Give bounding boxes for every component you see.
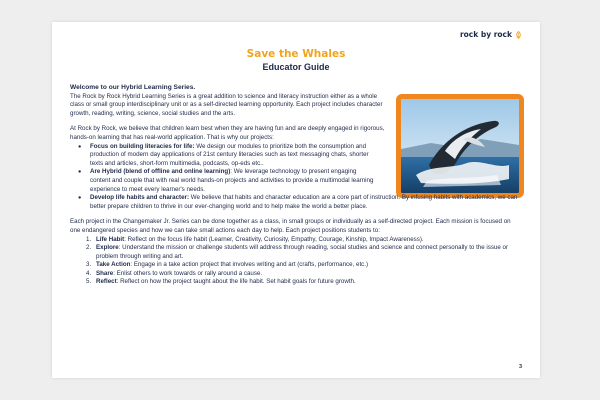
brand-name: rock by rock: [459, 30, 512, 39]
step-text: : Reflect on how the project taught about the life habit. Set habit goals for future growth.: [116, 278, 356, 286]
intro-paragraph-2: At Rock by Rock, we believe that children learn best when they are having fun and are deeply engaged in rigorous, hands-on learning that has real-world application. That is why our projects:: [70, 125, 385, 141]
step-number: 5.: [86, 278, 92, 286]
step-item: [86, 244, 512, 261]
list-item-text: : We leverage technology to present engaging content and couple that with real world hands-on projects and activities to provide a multimodal learning experience to meet every learner's needs.: [90, 168, 374, 193]
step-item: [86, 261, 512, 270]
list-item-text: We believe that habits and character education are a core part of instruction. By infusing habits with academics, we can better prepare children to thrive in our ever-changing world and to help make the world a better place.: [90, 194, 518, 210]
step-number: 3.: [86, 261, 92, 269]
welcome-heading: Welcome to our Hybrid Learning Series.: [70, 84, 196, 91]
step-item: [86, 270, 512, 279]
step-item: [86, 278, 512, 287]
steps-list: [70, 236, 520, 288]
step-title: Share: [96, 269, 114, 277]
step-title: Explore: [96, 244, 119, 252]
step-title: Take Action: [96, 261, 131, 269]
step-number: 4.: [86, 269, 92, 277]
page-title: Save the Whales: [246, 48, 346, 60]
intro-paragraph-1: The Rock by Rock Hybrid Learning Series is a great addition to science and literacy instruction either as a whole class or small group interdisciplinary unit or as a self-directed learning opportunity. Each project includes character growth, reading, writing, science, social studies and the arts.: [70, 92, 383, 117]
brand-logo: [460, 30, 522, 39]
step-text: : Enlist others to work towards or rally around a cause.: [113, 269, 263, 277]
step-title: Reflect: [96, 278, 117, 286]
step-text: : Understand the mission or challenge students will address through reading, social studies and science and connect personally to the issue or problem through writing and art.: [96, 244, 509, 260]
approach-list: [70, 143, 520, 212]
page-subtitle: Educator Guide: [262, 62, 330, 72]
list-item: [86, 143, 380, 169]
page-number: 3: [518, 364, 522, 370]
step-item: [86, 236, 512, 245]
leaf-icon: [515, 31, 522, 39]
step-text: : Engage in a take action project that involves writing and art (crafts, performance, etc.): [130, 261, 369, 269]
list-item: [86, 168, 376, 194]
step-text: : Reflect on the focus life habit (Learner, Creativity, Curiosity, Empathy, Courage, Kinship, Impact Awareness).: [124, 235, 424, 243]
step-number: 1.: [86, 235, 92, 243]
document-page: [52, 22, 540, 378]
list-item-text: We design our modules to prioritize both the consumption and production of modern day applications of 21st century literacies such as text messaging chats, shorter texts and articles, short-form multimedia, podcasts, op-eds etc..: [90, 142, 369, 167]
list-item-title: Develop life habits and character:: [90, 194, 190, 202]
step-title: Life Habit: [96, 235, 125, 243]
list-item-title: Focus on building literacies for life:: [90, 142, 195, 150]
list-item: [86, 194, 522, 211]
step-number: 2.: [86, 244, 92, 252]
list-item-title: Are Hybrid (blend of offline and online learning): [90, 168, 231, 176]
body-text: [70, 84, 520, 287]
changemaker-paragraph: Each project in the Changemaker Jr. Series can be done together as a class, in small groups or individually as a self-directed project. Each mission is focused on one endangered species and how we can take small actions each day to help. Each project positions students to:: [70, 218, 511, 234]
